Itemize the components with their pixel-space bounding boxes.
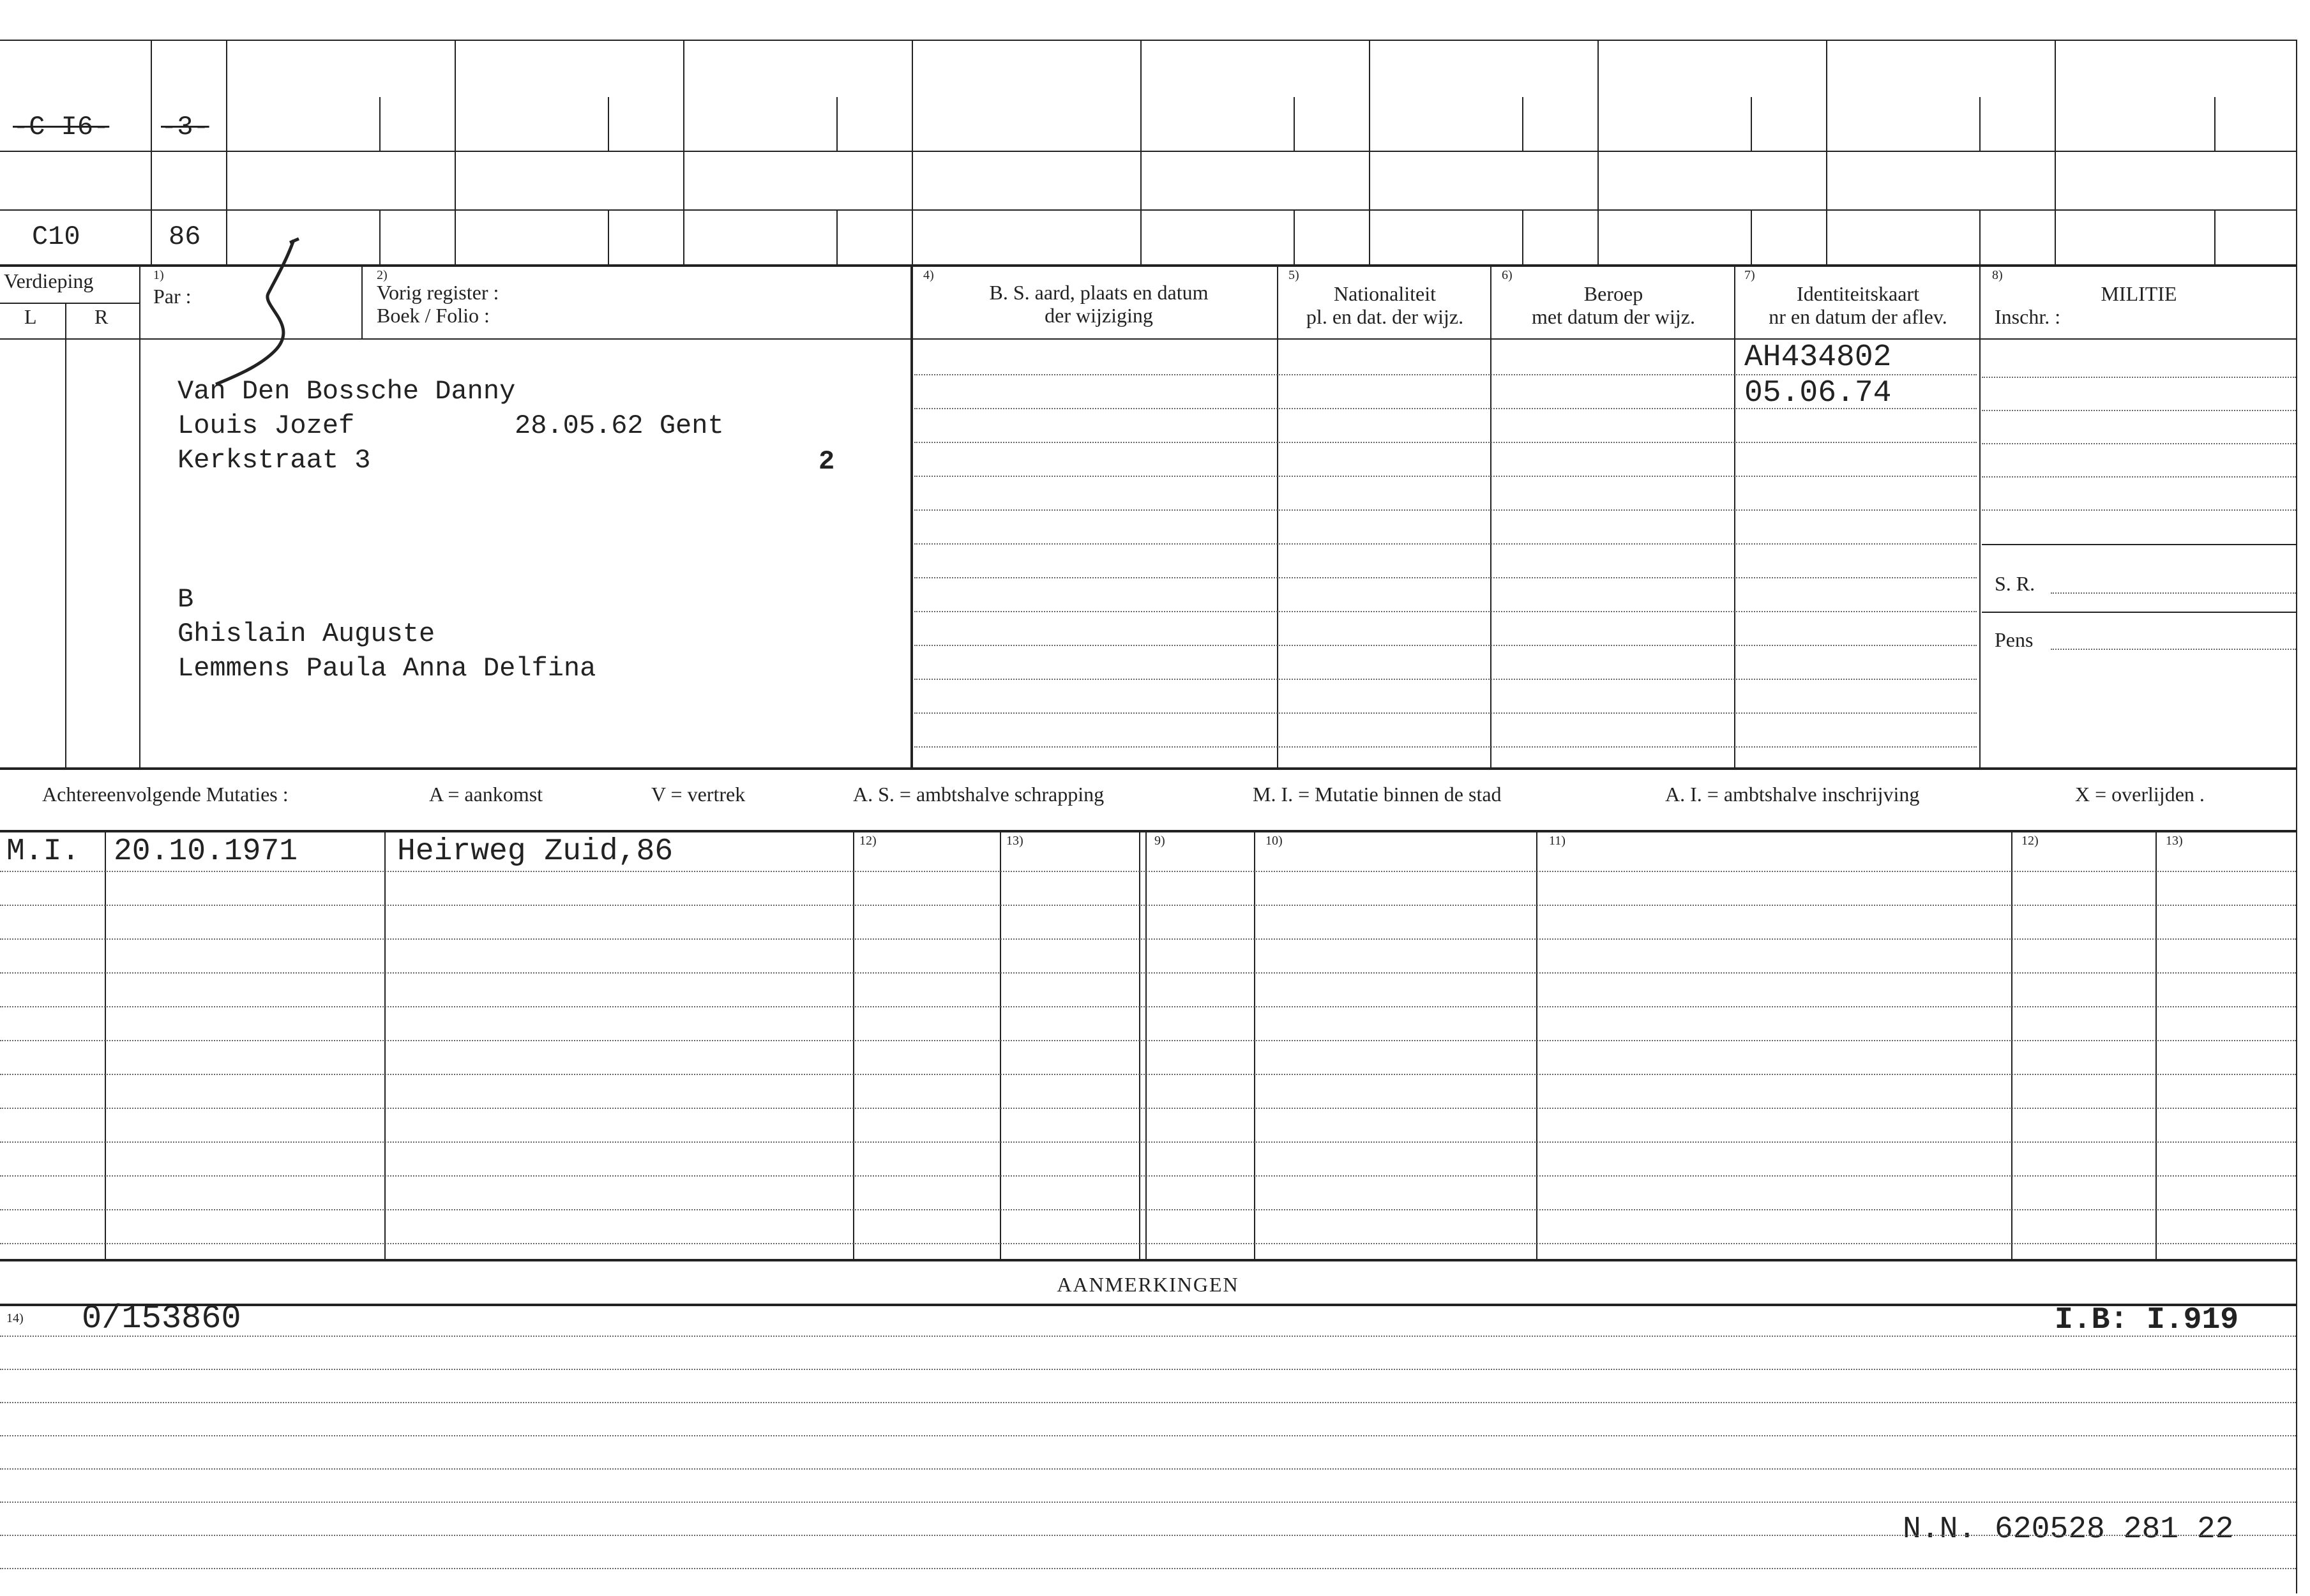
col6-number: 6) <box>1502 268 1513 282</box>
legend-overlijden: X = overlijden . <box>2075 783 2205 806</box>
col5-line2: pl. en dat. der wijz. <box>1306 305 1464 328</box>
ruled-line <box>914 645 1977 646</box>
mutation-type: M.I. <box>6 834 80 869</box>
mut-col9-right: 9) <box>1154 834 1165 848</box>
col1-number: 1) <box>153 268 164 282</box>
mut-col13-left: 13) <box>1006 834 1023 848</box>
col5-number: 5) <box>1288 268 1299 282</box>
col2-line1: Vorig register : <box>377 281 499 304</box>
col7-number: 7) <box>1744 268 1755 282</box>
legend-mutatie: M. I. = Mutatie binnen de stad <box>1253 783 1502 806</box>
ruled-line <box>0 1141 2296 1143</box>
legend-inschrijving: A. I. = ambtshalve inschrijving <box>1665 783 1920 806</box>
register-old-number: -3- <box>161 112 209 142</box>
militie-sr-label: S. R. <box>1995 572 2035 595</box>
ruled-line <box>0 1074 2296 1075</box>
person-address: Kerkstraat 3 <box>177 445 371 476</box>
legend-vertrek: V = vertrek <box>651 783 746 806</box>
ruled-line <box>0 1468 2296 1470</box>
id-card-number: AH434802 <box>1744 340 1892 375</box>
remarks-number: 14) <box>6 1311 24 1325</box>
mut-col13-right: 13) <box>2166 834 2183 848</box>
ruled-line <box>914 476 1977 477</box>
col7-line1: Identiteitskaart <box>1797 282 1919 305</box>
ruled-line <box>0 1243 2296 1244</box>
id-card-date: 05.06.74 <box>1744 376 1892 410</box>
handwritten-arrow-mark <box>204 236 319 389</box>
person-address-mark: 2 <box>819 446 835 477</box>
person-surname-firstname: Van Den Bossche Danny <box>177 376 516 407</box>
person-middle-names: Louis Jozef <box>177 410 355 441</box>
col2-line2: Boek / Folio : <box>377 304 490 327</box>
register-number: 86 <box>169 222 201 252</box>
register-old-code: -C I6- <box>13 112 110 142</box>
col4-number: 4) <box>923 268 934 282</box>
militie-pens-label: Pens <box>1995 628 2034 651</box>
register-code: C10 <box>32 222 80 252</box>
col7-line2: nr en datum der aflev. <box>1769 305 1947 328</box>
col6-line2: met datum der wijz. <box>1532 305 1695 328</box>
militie-title: MILITIE <box>2101 282 2177 305</box>
mut-col10-right: 10) <box>1265 834 1283 848</box>
verdieping-r: R <box>94 305 109 328</box>
legend-aankomst: A = aankomst <box>429 783 543 806</box>
col8-number: 8) <box>1992 268 2003 282</box>
person-mother: Lemmens Paula Anna Delfina <box>177 653 596 684</box>
mut-col12-right: 12) <box>2021 834 2039 848</box>
ruled-line <box>0 1535 2296 1536</box>
remarks-code: 0/153860 <box>82 1300 241 1337</box>
ruled-line <box>914 611 1977 612</box>
person-father: Ghislain Auguste <box>177 619 435 649</box>
remarks-national-number: N.N. 620528 281 22 <box>1903 1512 2234 1547</box>
col4-line2: der wijziging <box>1045 304 1153 327</box>
ruled-line <box>0 1209 2296 1210</box>
ruled-line <box>0 1435 2296 1436</box>
ruled-line <box>0 1006 2296 1007</box>
col6-line1: Beroep <box>1583 282 1643 305</box>
person-line-b: B <box>177 584 194 615</box>
ruled-line <box>914 543 1977 545</box>
ruled-line <box>0 1040 2296 1041</box>
legend-title: Achtereenvolgende Mutaties : <box>42 783 289 806</box>
ruled-line <box>0 938 2296 940</box>
mut-col12-left: 12) <box>859 834 877 848</box>
ruled-line <box>0 1175 2296 1177</box>
ruled-line <box>0 972 2296 974</box>
verdieping-l: L <box>24 305 37 328</box>
ruled-line <box>0 871 2296 872</box>
verdieping-label: Verdieping <box>4 269 94 292</box>
col4-line1: B. S. aard, plaats en datum <box>989 281 1209 304</box>
remarks-title: AANMERKINGEN <box>1057 1273 1239 1296</box>
ruled-line <box>0 1402 2296 1403</box>
ruled-line <box>914 746 1977 748</box>
person-birth: 28.05.62 Gent <box>515 410 724 441</box>
ruled-line <box>914 679 1977 680</box>
ruled-line <box>0 1369 2296 1370</box>
col2-number: 2) <box>377 268 388 282</box>
ruled-line <box>914 712 1977 714</box>
remarks-ib: I.B: I.919 <box>2055 1303 2239 1337</box>
ruled-line <box>914 442 1977 443</box>
mut-col11-right: 11) <box>1549 834 1566 848</box>
col5-line1: Nationaliteit <box>1334 282 1436 305</box>
mutation-date: 20.10.1971 <box>114 834 298 869</box>
mutation-address: Heirweg Zuid,86 <box>397 834 674 869</box>
ruled-line <box>0 1568 2296 1569</box>
legend-schrapping: A. S. = ambtshalve schrapping <box>853 783 1105 806</box>
col1-label: Par : <box>153 285 192 308</box>
ruled-line <box>0 1502 2296 1503</box>
ruled-line <box>914 577 1977 578</box>
ruled-line <box>0 905 2296 906</box>
ruled-line <box>0 1336 2296 1337</box>
militie-inschr-label: Inschr. : <box>1995 305 2061 328</box>
ruled-line <box>0 1108 2296 1109</box>
ruled-line <box>914 509 1977 511</box>
